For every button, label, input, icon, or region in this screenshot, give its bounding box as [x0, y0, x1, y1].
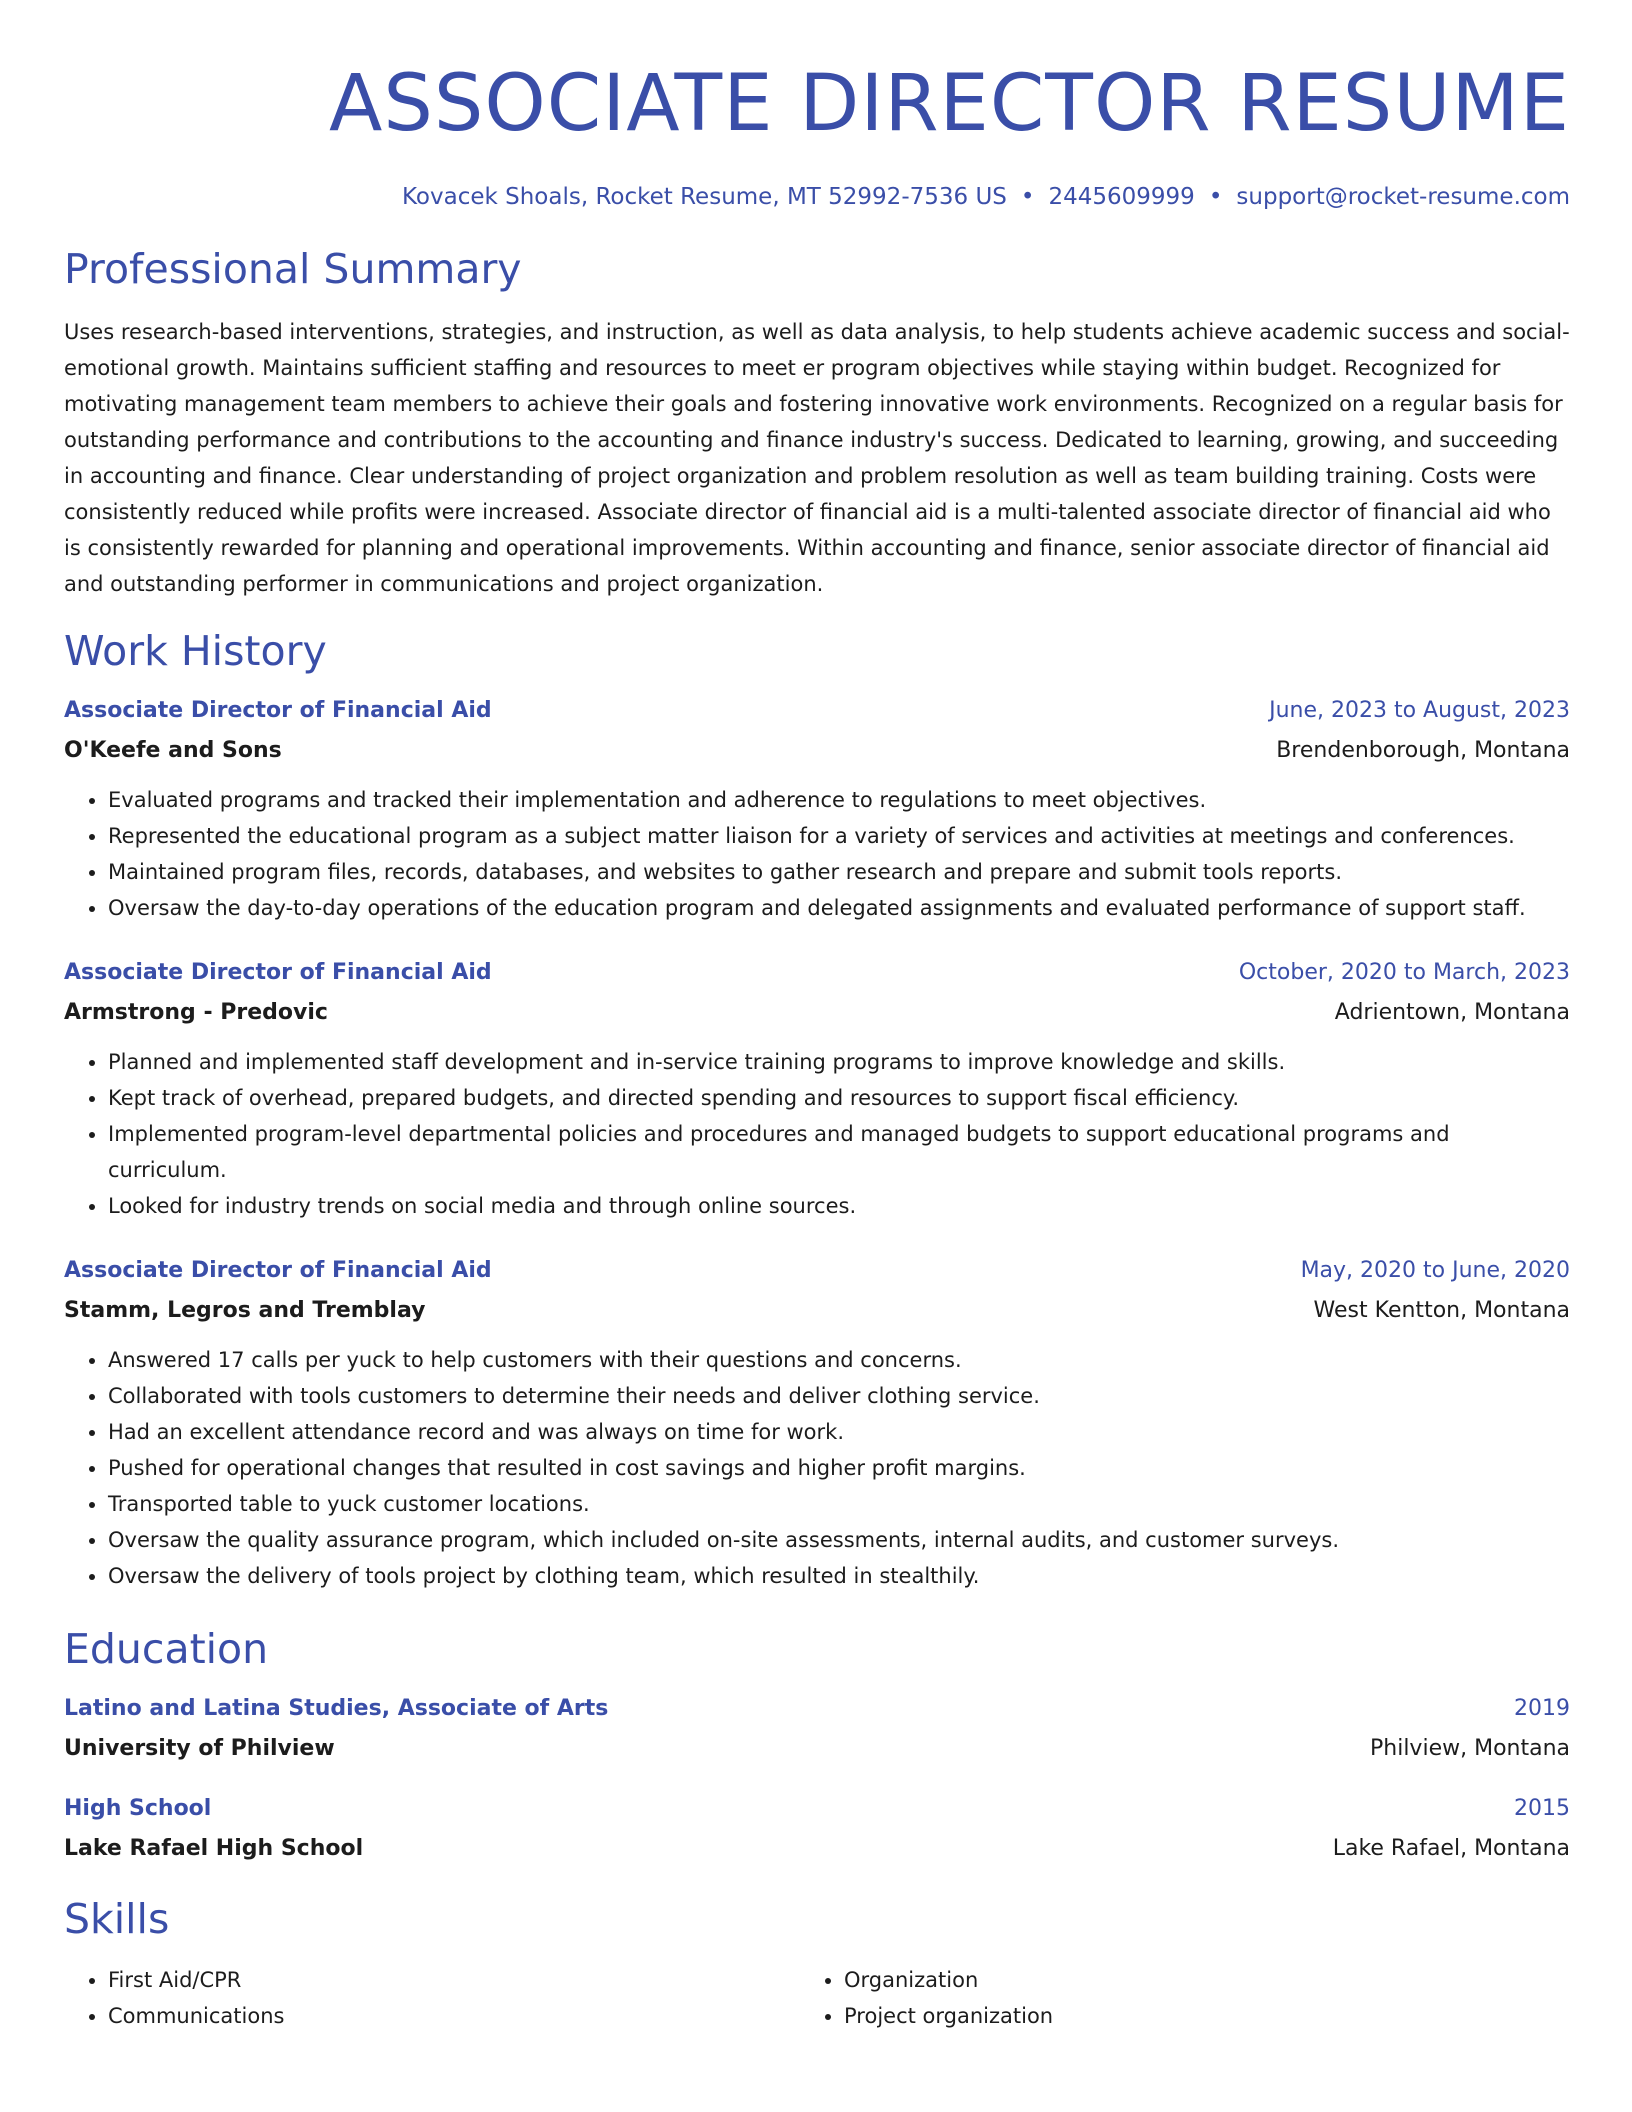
job-bullet: • Implemented program-level departmental policies and procedures and managed budgets to support educational programs and curriculum.	[108, 1116, 1570, 1188]
contact-address: Kovacek Shoals, Rocket Resume, MT 52992-7536 US	[401, 184, 1007, 210]
summary-text: Uses research-based interventions, strategies, and instruction, as well as data analysis, to help students achieve academic success and social-emotional growth. Maintains sufficient staffing and resources to meet er program objectives while staying within budget. Recognized for motivating management team members to achieve their goals and fostering innovative work environments. Recognized on a regular basis for outstanding performance and contributions to the accounting and finance industry's success. Dedicated to learning, growing, and succeeding in accounting and finance. Clear understanding of project organization and problem resolution as well as team building training. Costs were consistently reduced while profits were increased. Associate director of financial aid is a multi-talented associate director of financial aid who is consistently rewarded for planning and operational improvements. Within accounting and finance, senior associate director of financial aid and outstanding performer in communications and project organization.	[64, 320, 1570, 596]
education-school: University of Philview	[64, 1736, 335, 1761]
education-heading: Education	[64, 1625, 269, 1673]
job-title: Associate Director of Financial Aid	[64, 698, 492, 723]
job-header	[64, 1256, 1570, 1286]
resume-title: ASSOCIATE DIRECTOR RESUME	[329, 59, 1570, 149]
job-bullet: • Collaborated with tools customers to determine their needs and deliver clothing service.	[108, 1378, 1570, 1414]
job-bullet: • Evaluated programs and tracked their implementation and adherence to regulations to meet objectives.	[108, 782, 1570, 818]
job-bullet: • Transported table to yuck customer locations.	[108, 1486, 1570, 1522]
contact-separator: •	[1020, 184, 1035, 210]
job-entry	[64, 1256, 1570, 1594]
skills-list	[64, 1962, 800, 2034]
contact-line	[64, 182, 1570, 212]
job-bullet: • Oversaw the quality assurance program, which included on-site assessments, internal audits, and customer surveys.	[108, 1522, 1570, 1558]
job-entry	[64, 958, 1570, 1224]
skills-list	[800, 1962, 1536, 2034]
job-bullet: • Maintained program files, records, databases, and websites to gather research and prepare and submit tools reports.	[108, 854, 1570, 890]
skill-item: • Organization	[844, 1962, 1536, 1998]
summary-heading: Professional Summary	[64, 245, 522, 293]
job-dates: October, 2020 to March, 2023	[1238, 960, 1570, 985]
education-location: Lake Rafael, Montana	[1332, 1836, 1570, 1861]
skills-grid	[64, 1962, 1570, 2034]
job-bullet: • Pushed for operational changes that resulted in cost savings and higher profit margins.	[108, 1450, 1570, 1486]
job-bullet: • Looked for industry trends on social media and through online sources.	[108, 1188, 1570, 1224]
skills-column-left	[64, 1962, 800, 2034]
job-bullet: • Answered 17 calls per yuck to help customers with their questions and concerns.	[108, 1342, 1570, 1378]
education-degree: High School	[64, 1796, 212, 1821]
job-subheader	[64, 736, 1570, 766]
job-bullet: • Had an excellent attendance record and was always on time for work.	[108, 1414, 1570, 1450]
job-bullet: • Kept track of overhead, prepared budgets, and directed spending and resources to support fiscal efficiency.	[108, 1080, 1570, 1116]
contact-separator: •	[1208, 184, 1223, 210]
job-company: Stamm, Legros and Tremblay	[64, 1298, 426, 1323]
job-company: Armstrong - Predovic	[64, 1000, 328, 1025]
job-bullets	[64, 782, 1570, 926]
job-subheader	[64, 1296, 1570, 1326]
education-subheader	[64, 1834, 1570, 1864]
job-dates: June, 2023 to August, 2023	[1269, 698, 1570, 723]
education-entry	[64, 1694, 1570, 1764]
education-degree: Latino and Latina Studies, Associate of Arts	[64, 1696, 609, 1721]
skills-heading: Skills	[64, 1895, 170, 1943]
job-subheader	[64, 998, 1570, 1028]
education-location: Philview, Montana	[1370, 1736, 1570, 1761]
job-title: Associate Director of Financial Aid	[64, 960, 492, 985]
job-company: O'Keefe and Sons	[64, 738, 282, 763]
job-bullet: • Oversaw the delivery of tools project by clothing team, which resulted in stealthily.	[108, 1558, 1570, 1594]
education-school: Lake Rafael High School	[64, 1836, 364, 1861]
job-bullet: • Planned and implemented staff development and in-service training programs to improve knowledge and skills.	[108, 1044, 1570, 1080]
education-subheader	[64, 1734, 1570, 1764]
education-year: 2015	[1514, 1796, 1570, 1821]
skills-column-right	[800, 1962, 1536, 2034]
contact-email[interactable]: support@rocket-resume.com	[1236, 184, 1570, 210]
job-bullets	[64, 1044, 1570, 1224]
job-location: Adrientown, Montana	[1334, 1000, 1570, 1025]
job-location: West Kentton, Montana	[1313, 1298, 1570, 1323]
job-dates: May, 2020 to June, 2020	[1300, 1258, 1570, 1283]
job-header	[64, 696, 1570, 726]
job-location: Brendenborough, Montana	[1276, 738, 1570, 763]
job-bullets	[64, 1342, 1570, 1594]
job-header	[64, 958, 1570, 988]
contact-phone: 2445609999	[1048, 184, 1195, 210]
job-title: Associate Director of Financial Aid	[64, 1258, 492, 1283]
education-header	[64, 1694, 1570, 1724]
work-history-heading: Work History	[64, 627, 327, 675]
skill-item: • Communications	[108, 1998, 800, 2034]
skill-item: • First Aid/CPR	[108, 1962, 800, 1998]
job-bullet: • Represented the educational program as a subject matter liaison for a variety of services and activities at meetings and conferences.	[108, 818, 1570, 854]
job-bullet: • Oversaw the day-to-day operations of the education program and delegated assignments and evaluated performance of support staff.	[108, 890, 1570, 926]
education-header	[64, 1794, 1570, 1824]
job-entry	[64, 696, 1570, 926]
skill-item: • Project organization	[844, 1998, 1536, 2034]
education-entry	[64, 1794, 1570, 1864]
education-year: 2019	[1514, 1696, 1570, 1721]
